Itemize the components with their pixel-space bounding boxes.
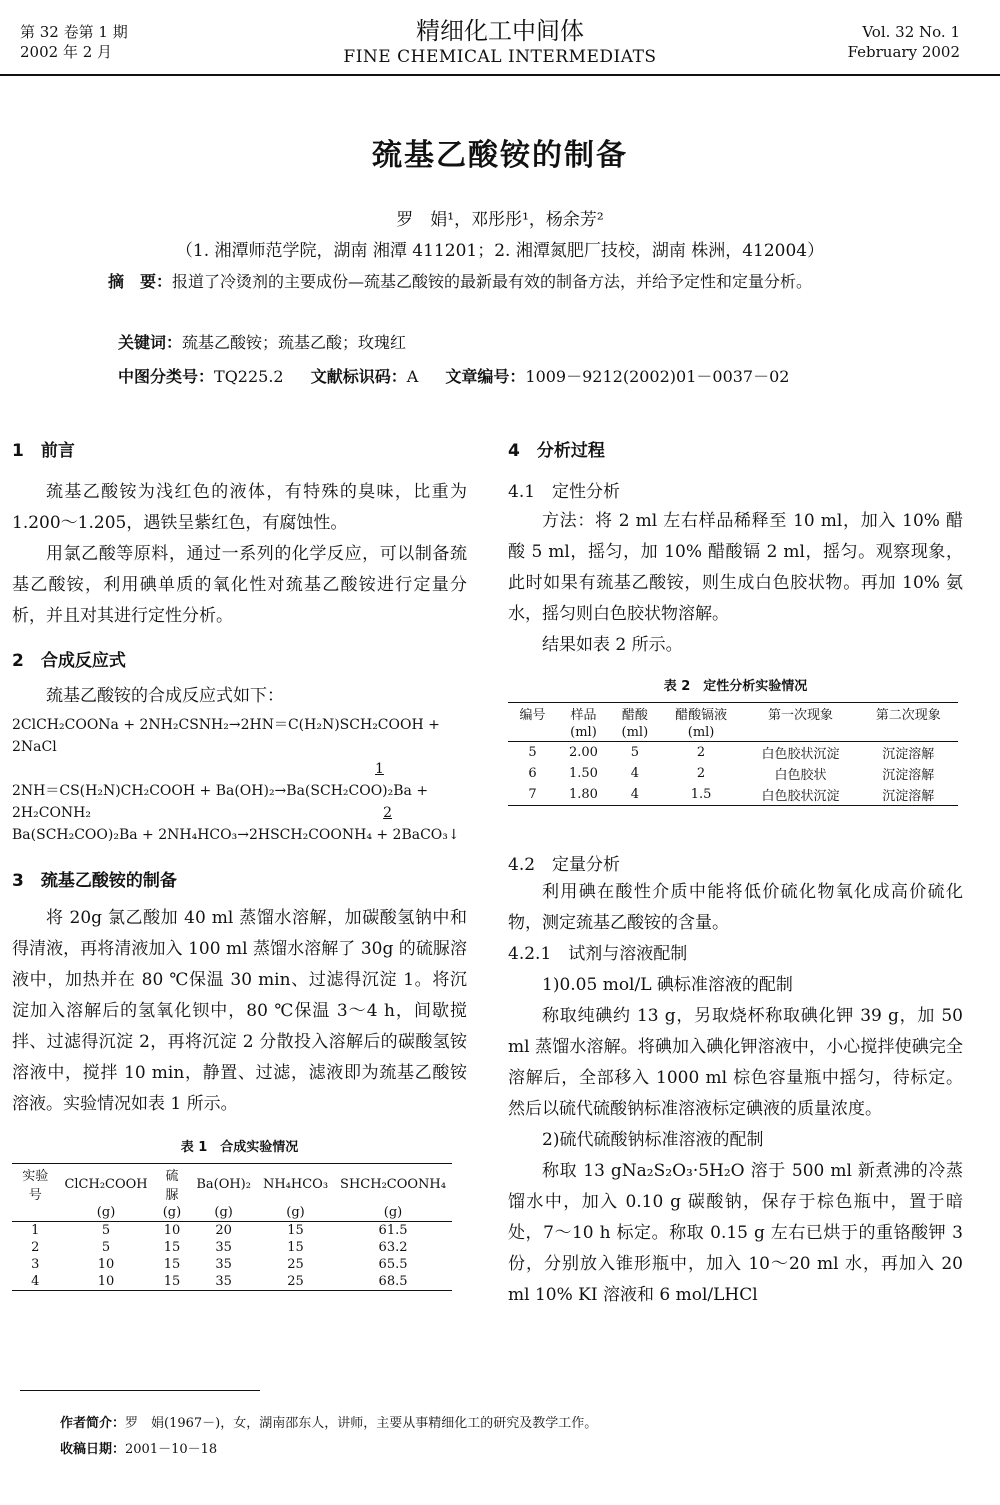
- header-rule: [0, 74, 1000, 76]
- table-1-unit-row: [12, 1204, 452, 1222]
- table-2-row: [508, 784, 958, 806]
- table-1-header-cell: 实验号: [22, 1169, 49, 1203]
- table-2-cell: 白色胶状沉淀: [761, 747, 840, 762]
- table-1-row: [12, 1222, 452, 1240]
- table-2-header-cell: 醋酸: [621, 708, 648, 723]
- table-1-cell: 2: [31, 1240, 40, 1255]
- journal-title-cn: 精细化工中间体: [416, 17, 584, 45]
- section-4-2-1-heading: 4.2.1 试剂与溶液配制: [508, 944, 688, 964]
- table-1-cell: 35: [215, 1274, 232, 1289]
- section-3-heading: 3 巯基乙酸铵的制备: [12, 871, 177, 891]
- table-1-cell: 15: [163, 1240, 181, 1255]
- equations: [12, 714, 467, 846]
- equation-1-product-mark: 1: [375, 761, 384, 777]
- table-2-cell: 6: [528, 766, 537, 781]
- item-1-paragraph: 称取纯碘约 13 g，另取烧杯称取碘化钾 39 g，加 50 ml 蒸馏水溶解。将碘加入碘化钾溶液中，小心搅拌使碘完全溶解后，全部移入 1000 ml 棕色容量瓶中摇匀，待标定。然后以硫代硫酸钠标准溶液标定碘液的质量浓度。: [508, 1006, 963, 1119]
- table-1-cell: 35: [215, 1240, 232, 1255]
- clc-label: 中图分类号：: [118, 367, 215, 386]
- table-2-cell: 5: [630, 745, 639, 760]
- table-2-header-cell: 样品: [570, 708, 597, 723]
- table-2-unit-row: [508, 724, 958, 742]
- equation-1: 2ClCH₂COONa + 2NH₂CSNH₂→2HN＝C(H₂N)SCH₂COOH + 2NaCl: [12, 717, 440, 755]
- date-cn: 2002 年 2 月: [20, 43, 113, 61]
- equation-2-line-1: 2NH＝CS(H₂N)CH₂COOH + Ba(OH)₂→Ba(SCH₂COO)₂Ba +: [12, 783, 429, 799]
- table-1-cell: 65.5: [378, 1257, 408, 1272]
- affiliations: （1. 湘潭师范学院，湖南 湘潭 411201；2. 湘潭氮肥厂技校，湖南 株洲，412004）: [175, 241, 825, 261]
- section-1-heading: 1 前言: [12, 441, 75, 461]
- table-1-row: [12, 1239, 452, 1256]
- item-1-heading: 1)0.05 mol/L 碘标准溶液的配制: [542, 975, 793, 995]
- table-1-unit-cell: (g): [96, 1205, 116, 1220]
- table-2-cell: 4: [630, 766, 639, 781]
- table-2-header-cell: 醋酸镉液: [675, 708, 728, 723]
- author-bio: [60, 1412, 597, 1431]
- table-1-header-cell: NH₄HCO₃: [262, 1176, 329, 1192]
- table-2-cell: 沉淀溶解: [882, 768, 935, 783]
- table-2-unit-cell: [508, 724, 557, 742]
- equation-2-product-mark: 2: [383, 805, 392, 821]
- table-1-cell: 1: [31, 1223, 40, 1238]
- received-date-line: [60, 1438, 217, 1457]
- table-2-cell: 1.50: [569, 766, 598, 781]
- table-2-unit-cell: (ml): [687, 725, 715, 740]
- table-1-cell: 35: [215, 1257, 232, 1272]
- volume-issue-en: Vol. 32 No. 1: [862, 23, 960, 41]
- table-1-unit-cell: (g): [383, 1205, 403, 1220]
- table-1-caption: 表 1 合成实验情况: [180, 1140, 299, 1155]
- table-1-row: [12, 1256, 452, 1273]
- abstract: [68, 268, 928, 296]
- table-1-cell: 10: [97, 1257, 115, 1272]
- equation-2-tail: 2H₂CONH₂: [12, 805, 91, 821]
- section-4-2-heading: 4.2 定量分析: [508, 855, 621, 875]
- item-2-paragraph: 称取 13 gNa₂S₂O₃·5H₂O 溶于 500 ml 新煮沸的冷蒸馏水中，加入 0.10 g 碳酸钠，保存于棕色瓶中，置于暗处，7～10 h 标定。称取 0.15 g 左右已烘于的重铬酸钾 3 份，分别放入锥形瓶中，加入 10～20 ml 水，再加入 20 ml 10% KI 溶液和 6 mol/LHCl: [508, 1161, 963, 1305]
- table-2-header-cell: 编号: [519, 708, 546, 723]
- table-1: [12, 1163, 452, 1291]
- abstract-text: 报道了冷烫剂的主要成份—巯基乙酸铵的最新最有效的制备方法，并给予定性和定量分析。: [172, 272, 813, 291]
- keywords-label: 关键词：: [118, 333, 183, 352]
- table-1-header-row: [12, 1164, 452, 1205]
- table-2-cell: 2: [696, 745, 706, 760]
- table-2-unit-cell: (ml): [621, 725, 649, 740]
- table-1-cell: 25: [287, 1274, 304, 1289]
- abstract-label: 摘 要：: [108, 272, 173, 291]
- table-2-header-cell: 第二次现象: [875, 708, 941, 723]
- equation-3: Ba(SCH₂COO)₂Ba + 2NH₄HCO₃→2HSCH₂COONH₄ + 2BaCO₃↓: [12, 827, 460, 843]
- table-1-unit-cell: (g): [214, 1205, 233, 1220]
- table-2-cell: 沉淀溶解: [882, 747, 935, 762]
- keywords: 巯基乙酸铵；巯基乙酸；玫瑰红: [182, 333, 407, 352]
- table-1-cell: 15: [163, 1257, 181, 1272]
- table-1-cell: 15: [287, 1240, 304, 1255]
- table-2: [508, 702, 958, 806]
- table-2-cell: 2.00: [569, 745, 598, 760]
- article-id-label: 文章编号：: [445, 367, 526, 386]
- table-1-cell: 15: [163, 1274, 181, 1289]
- author-bio-text: 罗 娟(1967－)，女，湖南邵东人，讲师，主要从事精细化工的研究及教学工作。: [125, 1416, 598, 1431]
- doc-code-label: 文献标识码：: [310, 367, 407, 386]
- clc-value: TQ225.2: [214, 367, 284, 386]
- table-1-header-cell: ClCH₂COOH: [64, 1176, 148, 1192]
- table-1-cell: 61.5: [378, 1223, 408, 1238]
- item-2-heading: 2)硫代硫酸钠标准溶液的配制: [542, 1130, 764, 1150]
- table-2-cell: 白色胶状: [774, 768, 827, 783]
- table-2-cell: 白色胶状沉淀: [761, 789, 840, 804]
- table-1-unit-cell: [12, 1204, 58, 1222]
- table-1-cell: 25: [287, 1257, 304, 1272]
- table-1-cell: 63.2: [378, 1240, 408, 1255]
- table-2-unit-cell: (ml): [570, 725, 597, 740]
- table-1-cell: 68.5: [378, 1274, 408, 1289]
- article-id-value: 1009－9212(2002)01－0037－02: [525, 367, 790, 386]
- table-1-cell: 20: [215, 1223, 232, 1238]
- table-1-unit-cell: (g): [286, 1205, 305, 1220]
- left-column: [12, 436, 467, 1291]
- doc-code-value: A: [406, 367, 419, 386]
- table-1-cell: 3: [31, 1257, 40, 1272]
- section-2-heading: 2 合成反应式: [12, 651, 126, 671]
- table-1-cell: 5: [101, 1223, 111, 1238]
- keywords-line: [118, 330, 406, 353]
- section-1-paragraph-1: 巯基乙酸铵为浅红色的液体，有特殊的臭味，比重为 1.200～1.205，遇铁呈紫红色，有腐蚀性。: [12, 482, 467, 533]
- table-2-header-row: [508, 703, 958, 725]
- section-4-2-paragraph: 利用碘在酸性介质中能将低价硫化物氧化成高价硫化物，测定巯基乙酸铵的含量。: [508, 882, 963, 933]
- section-1-paragraph-2: 用氯乙酸等原料，通过一系列的化学反应，可以制备巯基乙酸铵，利用碘单质的氧化性对巯基乙酸铵进行定量分析，并且对其进行定性分析。: [12, 544, 467, 626]
- table-1-cell: 10: [163, 1223, 181, 1238]
- table-2-row: [508, 763, 958, 784]
- table-2-caption: 表 2 定性分析实验情况: [663, 679, 808, 694]
- table-1-cell: 10: [97, 1274, 115, 1289]
- volume-issue-cn: 第 32 卷第 1 期: [20, 23, 128, 41]
- table-2-cell: 5: [528, 745, 537, 760]
- table-1-unit-cell: (g): [162, 1205, 182, 1220]
- footnote-rule: [20, 1390, 260, 1391]
- table-1-header-cell: SHCH₂COONH₄: [340, 1176, 446, 1192]
- table-1-header-cell: Ba(OH)₂: [196, 1176, 251, 1192]
- section-4-1-paragraph-2: 结果如表 2 所示。: [542, 635, 683, 655]
- section-4-1-heading: 4.1 定性分析: [508, 482, 621, 502]
- received-label: 收稿日期：: [60, 1442, 126, 1457]
- section-3-paragraph: 将 20g 氯乙酸加 40 ml 蒸馏水溶解，加碳酸氢钠中和得清液，再将清液加入 100 ml 蒸馏水溶解了 30g 的硫脲溶液中，加热并在 80 ℃保温 30 min、过滤得沉淀 1。将沉淀加入溶解后的氢氧化钡中，80 ℃保温 3～4 h，间歇搅拌、过滤得沉淀 2，再将沉淀 2 分散投入溶解后的碳酸氢铵溶液中，搅拌 10 min，静置、过滤，滤液即为巯基乙酸铵溶液。实验情况如表 1 所示。: [12, 908, 467, 1114]
- equation-2-line-2: [12, 802, 392, 824]
- table-1-cell: 5: [101, 1240, 111, 1255]
- section-4-1-paragraph-1: 方法：将 2 ml 左右样品稀释至 10 ml，加入 10% 醋酸 5 ml，摇匀，加 10% 醋酸镉 2 ml，摇匀。观察现象，此时如果有巯基乙酸铵，则生成白色胶状物。再加 10% 氨水，摇匀则白色胶状物溶解。: [508, 511, 963, 624]
- table-2-cell: 2: [696, 766, 706, 781]
- table-1-row: [12, 1273, 452, 1291]
- authors: 罗 娟¹，邓彤彤¹，杨余芳²: [396, 210, 604, 230]
- issue-info-en: [848, 22, 960, 62]
- section-2-intro: 巯基乙酸铵的合成反应式如下：: [46, 686, 284, 706]
- table-2-unit-cell: [742, 724, 858, 742]
- journal-title-en: FINE CHEMICAL INTERMEDIATS: [343, 47, 657, 67]
- received-date: 2001－10－18: [125, 1442, 218, 1457]
- table-2-header-cell: 第一次现象: [767, 708, 833, 723]
- table-1-cell: 4: [31, 1274, 40, 1289]
- table-2-cell: 沉淀溶解: [882, 789, 935, 804]
- table-2-unit-cell: [859, 724, 958, 742]
- classification-line: [118, 364, 789, 387]
- table-2-cell: 1.5: [690, 787, 712, 802]
- section-4-heading: 4 分析过程: [508, 441, 605, 461]
- table-1-cell: 15: [287, 1223, 304, 1238]
- table-2-cell: 7: [528, 787, 537, 802]
- right-column: [508, 436, 963, 1311]
- table-2-row: [508, 742, 958, 764]
- author-bio-label: 作者简介：: [60, 1416, 126, 1431]
- table-2-cell: 4: [630, 787, 639, 802]
- date-en: February 2002: [847, 43, 960, 61]
- paper-title: 巯基乙酸铵的制备: [372, 138, 628, 173]
- table-1-header-cell: 硫脲: [165, 1169, 179, 1203]
- table-2-cell: 1.80: [569, 787, 598, 802]
